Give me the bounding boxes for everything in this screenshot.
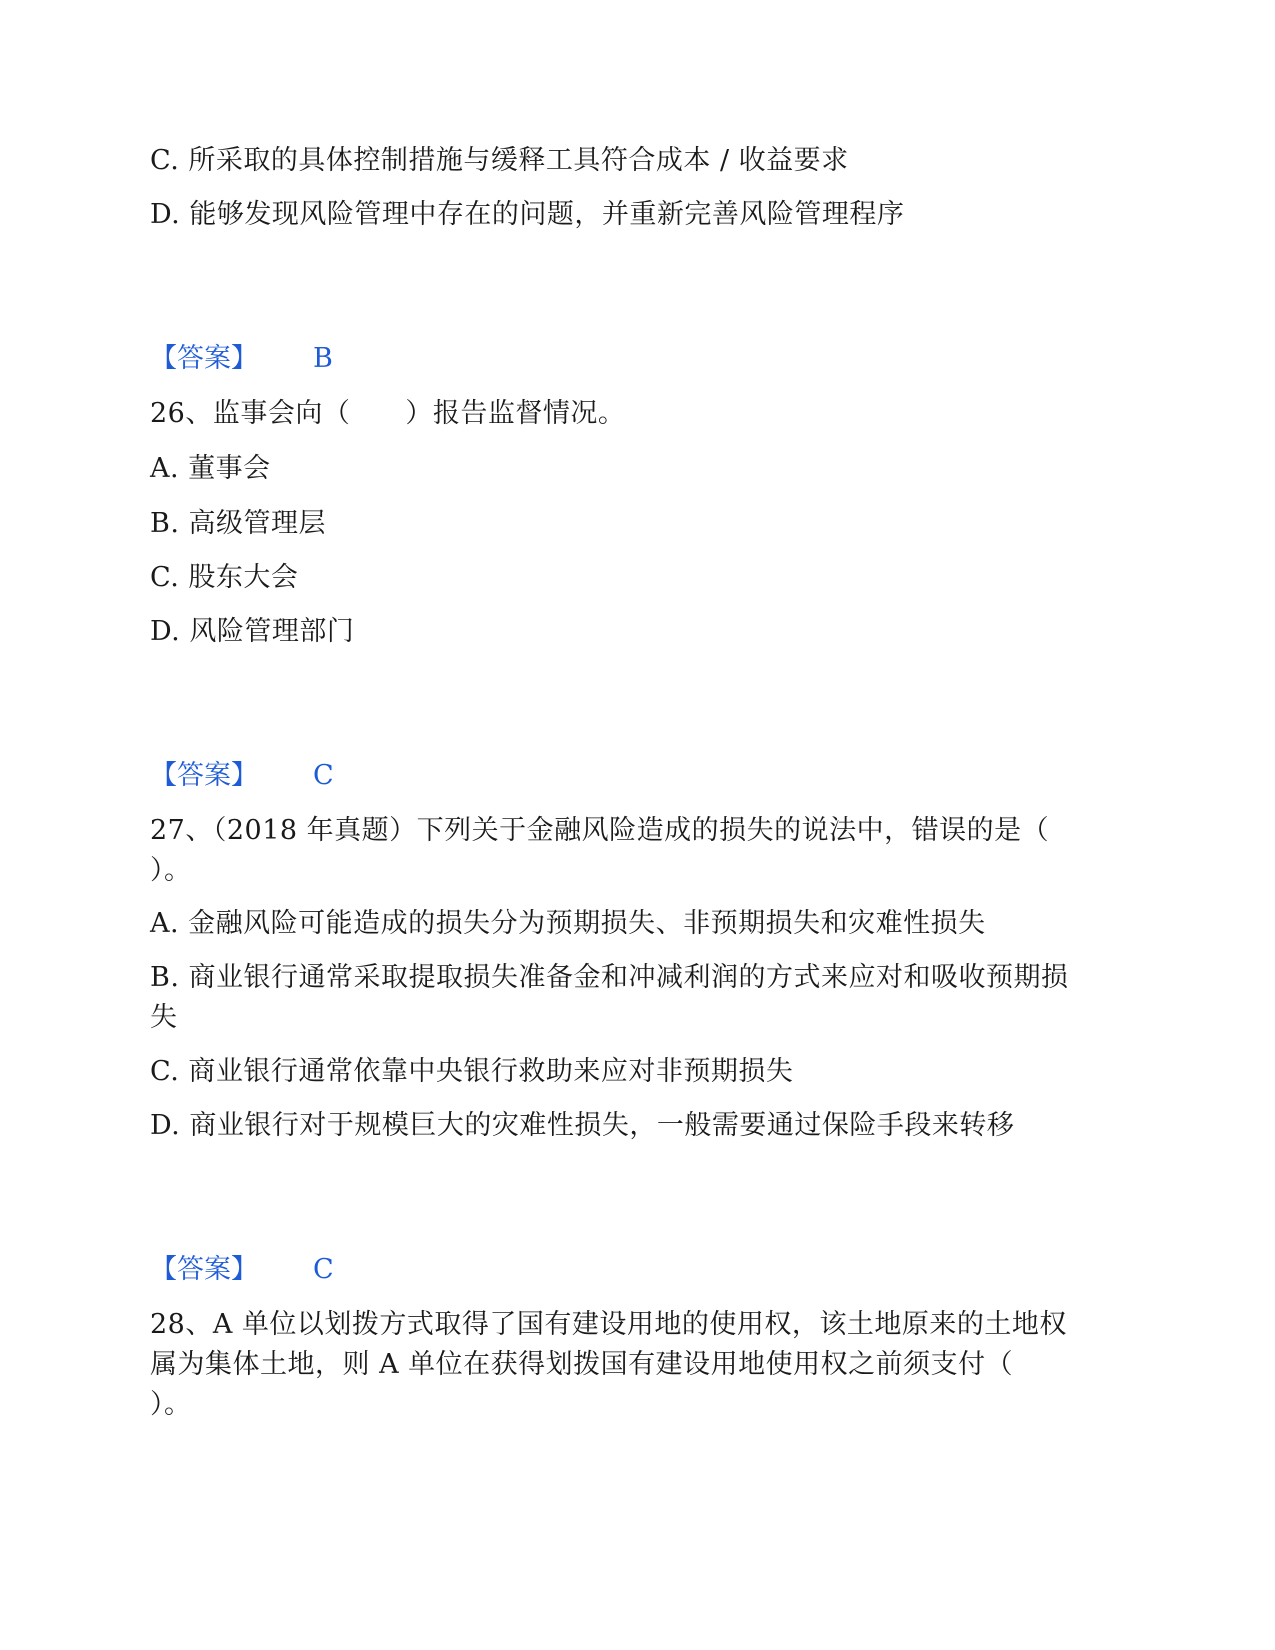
question-27-option-b-cont: 失 [150, 1002, 178, 1033]
question-27-option-a: A. 金融风险可能造成的损失分为预期损失、非预期损失和灾难性损失 [150, 908, 986, 939]
answer-line [150, 343, 333, 375]
question-27-option-c: C. 商业银行通常依靠中央银行救助来应对非预期损失 [150, 1056, 794, 1087]
answer-label: 【答案】 [150, 1254, 258, 1285]
question-28-stem-line-2: 属为集体土地，则 A 单位在获得划拨国有建设用地使用权之前须支付（ [150, 1349, 1014, 1380]
answer-label: 【答案】 [150, 343, 258, 374]
question-26-option-c: C. 股东大会 [150, 562, 299, 593]
question-27-stem-line-1: 27、（2018 年真题）下列关于金融风险造成的损失的说法中，错误的是（ [150, 815, 1050, 846]
answer-label: 【答案】 [150, 760, 258, 791]
question-26-stem: 26、监事会向（ ）报告监督情况。 [150, 398, 626, 429]
option-c: C. 所采取的具体控制措施与缓释工具符合成本 / 收益要求 [150, 145, 849, 176]
answer-value: C [313, 1254, 334, 1285]
answer-value: B [313, 343, 333, 374]
answer-line [150, 1254, 334, 1286]
question-26-option-a: A. 董事会 [150, 453, 271, 484]
answer-line [150, 760, 334, 792]
answer-value: C [313, 760, 334, 791]
question-27-stem-line-2: ）。 [150, 855, 192, 886]
question-26-option-d: D. 风险管理部门 [150, 616, 355, 647]
question-27-option-b: B. 商业银行通常采取提取损失准备金和冲减利润的方式来应对和吸收预期损 [150, 962, 1069, 993]
question-28-stem-line-3: ）。 [150, 1389, 192, 1420]
option-d: D. 能够发现风险管理中存在的问题，并重新完善风险管理程序 [150, 199, 905, 230]
question-26-option-b: B. 高级管理层 [150, 508, 327, 539]
question-27-option-d: D. 商业银行对于规模巨大的灾难性损失，一般需要通过保险手段来转移 [150, 1110, 1015, 1141]
question-28-stem-line-1: 28、A 单位以划拨方式取得了国有建设用地的使用权，该土地原来的土地权 [150, 1309, 1067, 1340]
